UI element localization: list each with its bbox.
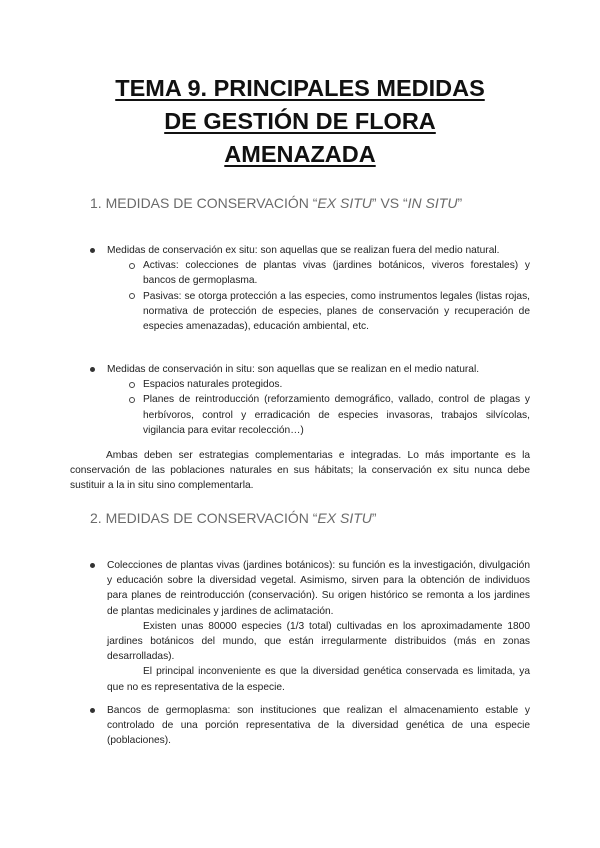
list-item: Bancos de germoplasma: son instituciones que realizan el almacenamiento estable y controlado de una porción representativa de la diversidad genética de una especie (poblaciones).: [70, 703, 530, 749]
bullet-dot-icon: [90, 367, 95, 372]
bullet-dot-icon: [90, 563, 95, 568]
title-line-2: DE GESTIÓN DE FLORA: [164, 108, 436, 134]
list-subitem: Planes de reintroducción (reforzamiento demográfico, vallado, control de plagas y herbívoros, control y erradicación de especies invasoras, trabajos silvícolas, vigilancia para evitar recolección…): [70, 392, 530, 438]
section-2-germplasm-banks: [70, 703, 530, 749]
list-item-continuation: Existen unas 80000 especies (1/3 total) cultivadas en los aproximadamente 1800 jardines botánicos del mundo, que están irregularmente distribuidos (más en zonas desarrolladas).: [107, 620, 530, 663]
page-title: [60, 72, 540, 171]
list-item: Colecciones de plantas vivas (jardines botánicos): su función es la investigación, divulgación y educación sobre la diversidad vegetal. Asimismo, sirven para la obtención de individuos para planes de reintroducción (conservación). Su origen histórico se remonta a los jardines de plantas medicinales y jardines de aclimatación.: [70, 558, 530, 619]
list-item: Medidas de conservación ex situ: son aquellas que se realizan fuera del medio natural.: [70, 243, 530, 258]
section-1-heading: 1. MEDIDAS DE CONSERVACIÓN “EX SITU” VS “IN SITU”: [90, 195, 463, 211]
list-item-continuation: El principal inconveniente es que la diversidad genética conservada es limitada, ya que no es representativa de la especie.: [107, 666, 530, 693]
bullet-circle-icon: [129, 397, 135, 403]
bullet-dot-icon: [90, 248, 95, 253]
bullet-dot-icon: [90, 708, 95, 713]
section-1-paragraph: Ambas deben ser estrategias complementarias e integradas. Lo más importante es la conservación de las poblaciones naturales en sus hábitats; la conservación ex situ nunca debe sustituir a la in situ sino complementarla.: [70, 450, 530, 492]
list-subitem: Espacios naturales protegidos.: [70, 377, 530, 392]
section-2-botanical-gardens: [70, 558, 530, 695]
section-2-heading: 2. MEDIDAS DE CONSERVACIÓN “EX SITU”: [90, 510, 377, 526]
bullet-circle-icon: [129, 263, 135, 269]
title-line-1: TEMA 9. PRINCIPALES MEDIDAS: [115, 75, 485, 101]
section-1-ex-situ-list: [70, 243, 530, 334]
list-item: Medidas de conservación in situ: son aquellas que se realizan en el medio natural.: [70, 362, 530, 377]
list-subitem: Pasivas: se otorga protección a las especies, como instrumentos legales (listas rojas, normativa de protección de especies, planes de conservación y recuperación de especies amenazadas), educación ambiental, etc.: [70, 289, 530, 335]
bullet-circle-icon: [129, 382, 135, 388]
list-subitem: Activas: colecciones de plantas vivas (jardines botánicos, viveros forestales) y bancos de germoplasma.: [70, 258, 530, 288]
title-line-3: AMENAZADA: [224, 141, 376, 167]
bullet-circle-icon: [129, 293, 135, 299]
section-1-in-situ-list: [70, 362, 530, 438]
